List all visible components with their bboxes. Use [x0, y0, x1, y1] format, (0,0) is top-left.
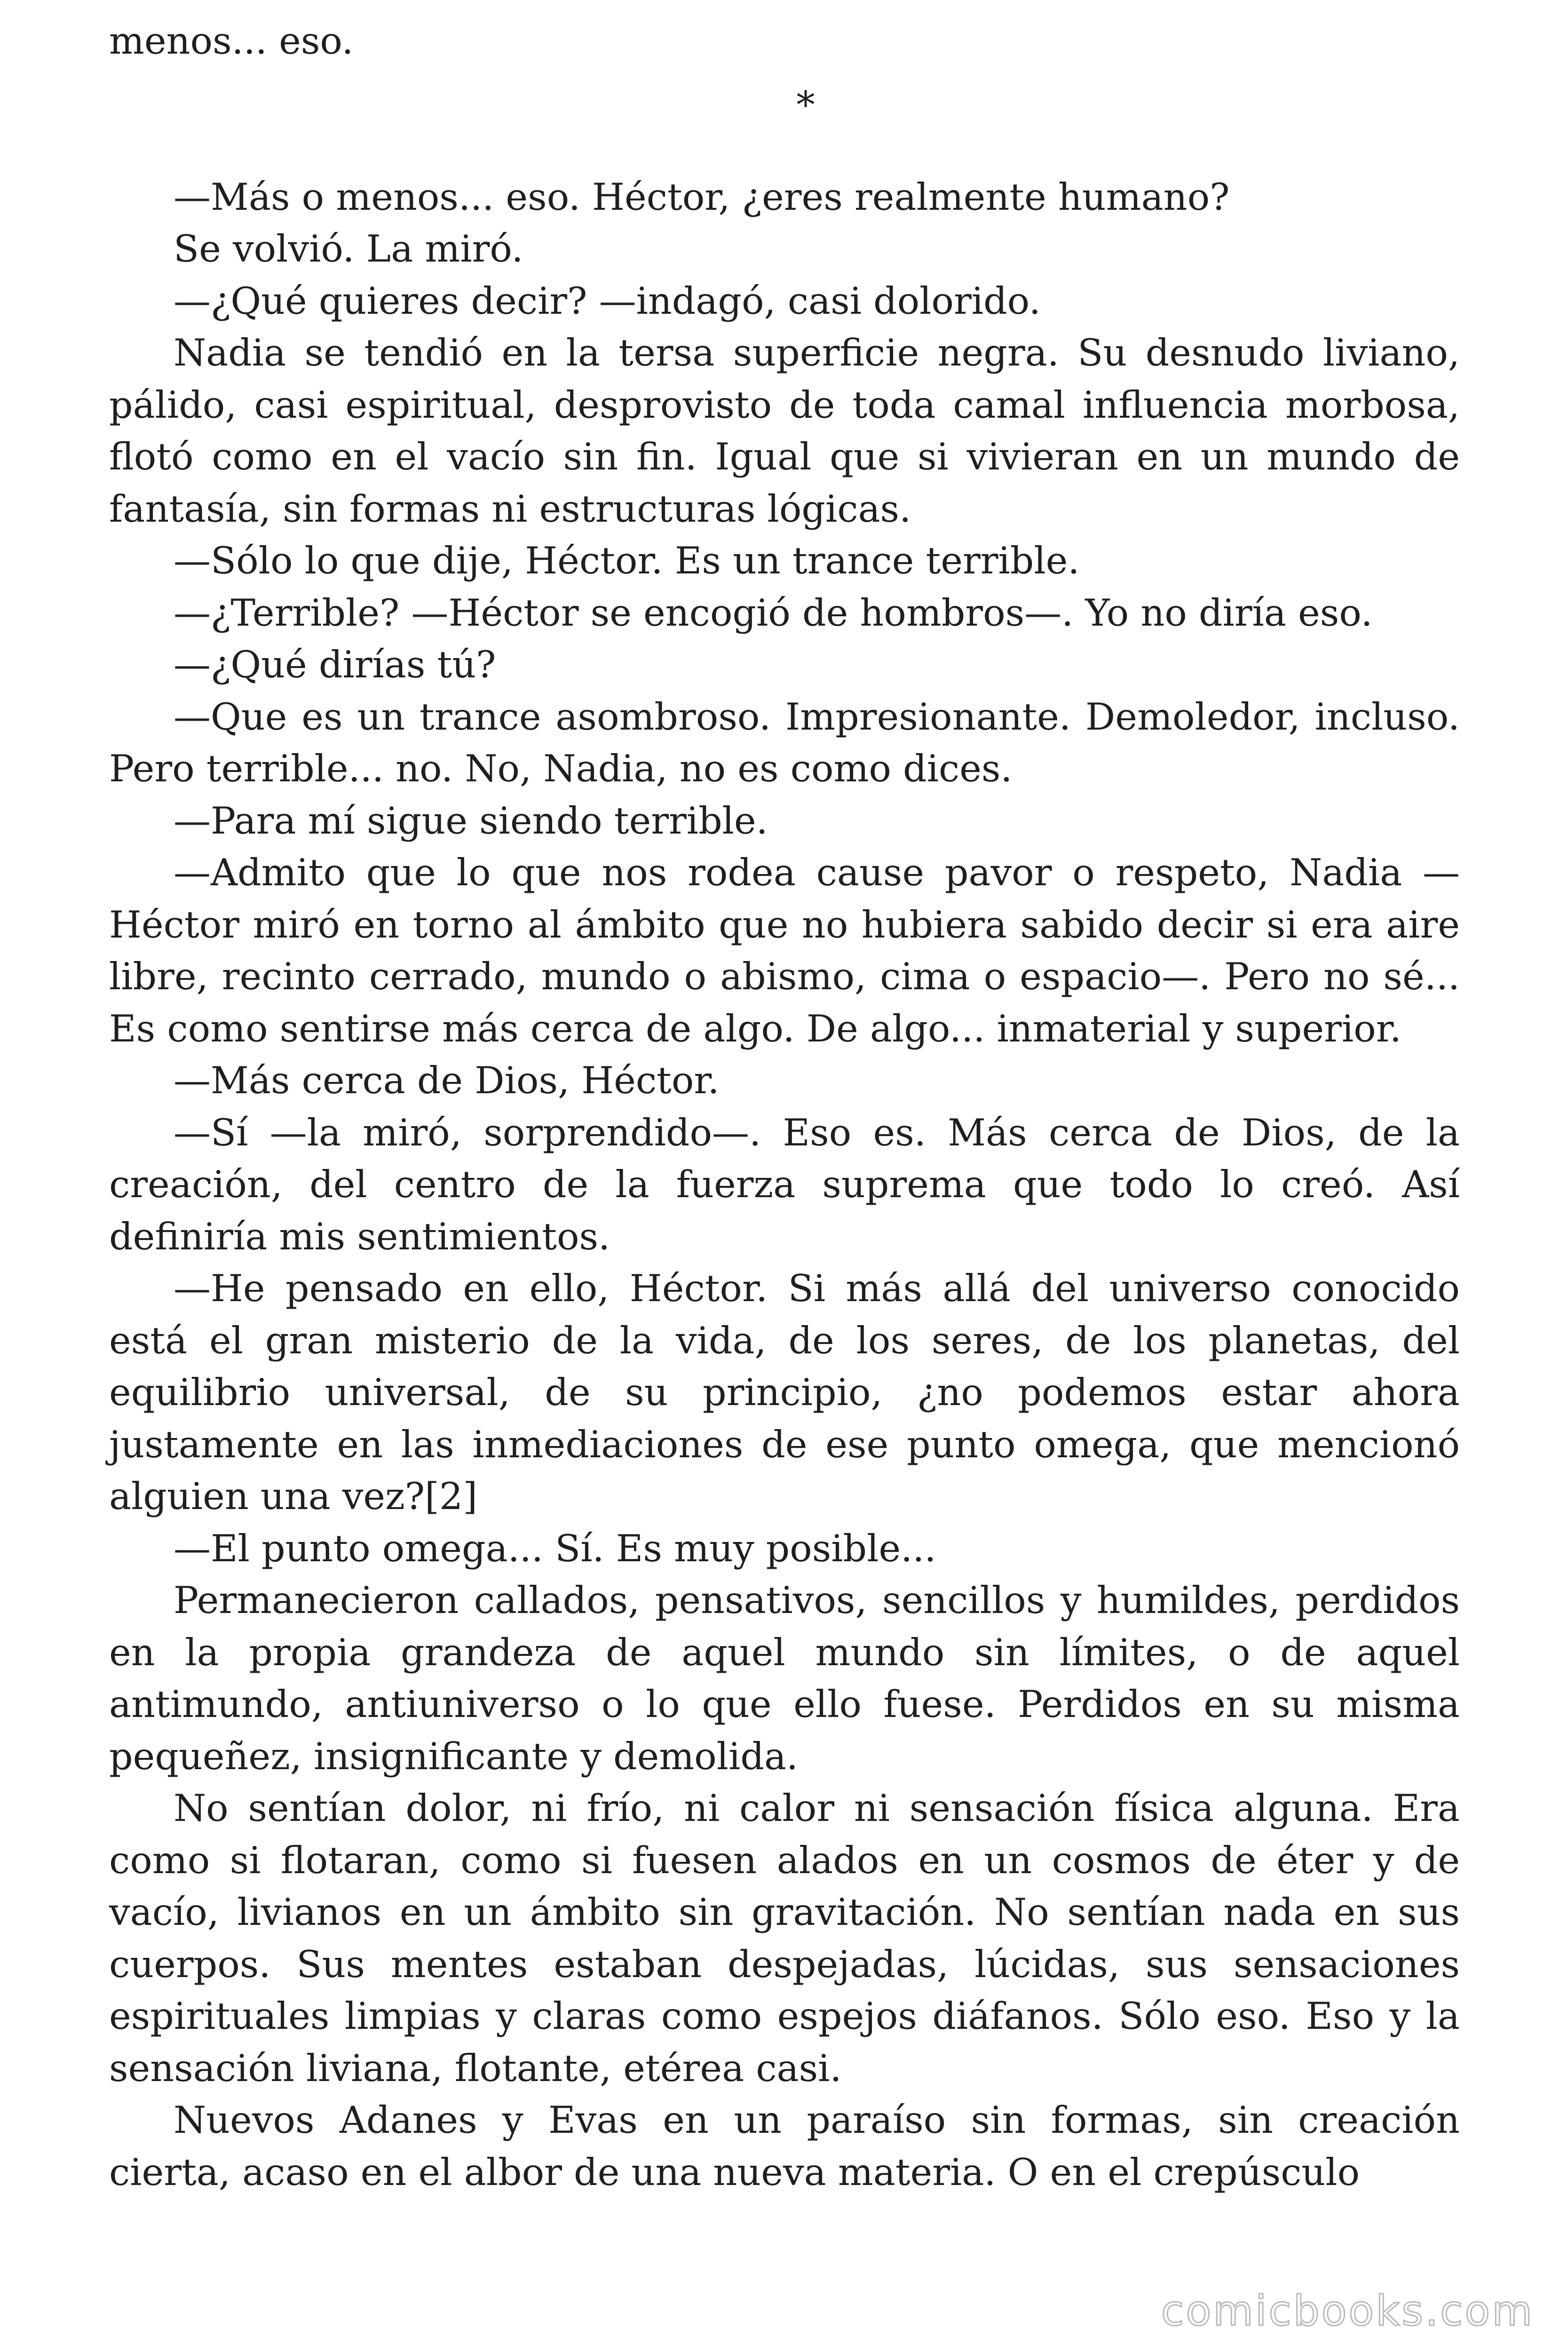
section-break [109, 67, 1460, 171]
opening-fragment: menos... eso. [109, 19, 354, 63]
paragraph: —¿Qué quieres decir? —indagó, casi dolorido. [174, 279, 1041, 323]
paragraph: —Que es un trance asombroso. Impresionante. Demoledor, incluso. Pero terrible... no. No, Nadia, no es como dices. [109, 695, 1460, 790]
text-column [109, 15, 1460, 2198]
paragraph: —Sí —la miró, sorprendido—. Eso es. Más cerca de Dios, de la creación, del centro de la fuerza suprema que todo lo creó. Así definiría mis sentimientos. [109, 1111, 1460, 1258]
paragraph: Nuevos Adanes y Evas en un paraíso sin formas, sin creación cierta, acaso en el albor de una nueva materia. O en el crepúsculo [109, 2098, 1460, 2194]
paragraph: —El punto omega... Sí. Es muy posible... [174, 1526, 936, 1570]
paragraph: No sentían dolor, ni frío, ni calor ni sensación física alguna. Era como si flotaran, como si fuesen alados en un cosmos de éter y de vacío, livianos en un ámbito sin gravitación. No sentían nada en sus cuerpos. Sus mentes estaban despejadas, lúcidas, sus sensaciones espirituales limpias y claras como espejos diáfanos. Sólo eso. Eso y la sensación liviana, flotante, etérea casi. [109, 1787, 1460, 2090]
paragraph: —Para mí sigue siendo terrible. [174, 799, 768, 842]
paragraph: —Sólo lo que dije, Héctor. Es un trance terrible. [174, 539, 1080, 582]
paragraph: Se volvió. La miró. [174, 227, 523, 270]
paragraph: —Más cerca de Dios, Héctor. [174, 1059, 720, 1102]
section-break-asterisk: * [796, 83, 815, 127]
watermark: comicbooks.com [1161, 2287, 1534, 2335]
paragraph: —¿Qué dirías tú? [174, 643, 496, 686]
paragraph: —Más o menos... eso. Héctor, ¿eres realmente humano? [174, 175, 1230, 219]
paragraph: Permanecieron callados, pensativos, sencillos y humildes, perdidos en la propia grandeza de aquel mundo sin límites, o de aquel antimundo, antiuniverso o lo que ello fuese. Perdidos en su misma pequeñez, insignificante y demolida. [109, 1579, 1460, 1778]
paragraph: —Admito que lo que nos rodea cause pavor o respeto, Nadia —Héctor miró en torno al ámbito que no hubiera sabido decir si era aire libre, recinto cerrado, mundo o abismo, cima o espacio—. Pero no sé... Es como sentirse más cerca de algo. De algo... inmaterial y superior. [109, 851, 1460, 1050]
paragraph: —He pensado en ello, Héctor. Si más allá del universo conocido está el gran misterio de la vida, de los seres, de los planetas, del equilibrio universal, de su principio, ¿no podemos estar ahora justamente en las inmediaciones de ese punto omega, que mencionó alguien una vez?[2] [109, 1267, 1460, 1518]
paragraph: —¿Terrible? —Héctor se encogió de hombros—. Yo no diría eso. [174, 591, 1373, 635]
paragraph: Nadia se tendió en la tersa superficie negra. Su desnudo liviano, pálido, casi espiritual, desprovisto de toda camal influencia morbosa, flotó como en el vacío sin fin. Igual que si vivieran en un mundo de fantasía, sin formas ni estructuras lógicas. [109, 331, 1460, 531]
